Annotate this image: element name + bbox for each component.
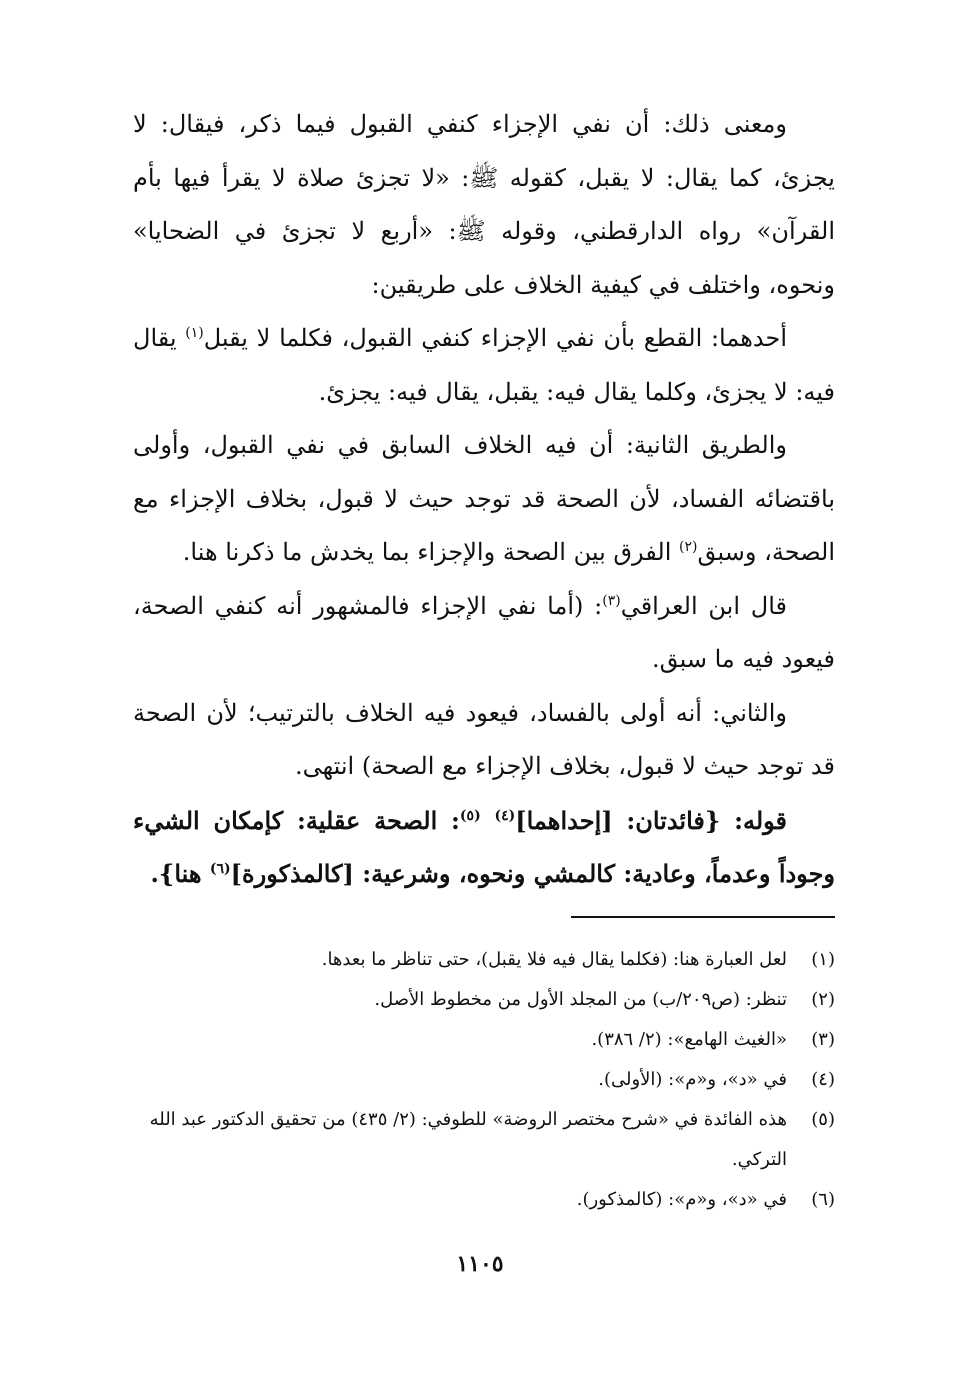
footnote-item: [133, 1180, 835, 1220]
paragraph-4-text-b: : (أما نفي الإجزاء فالمشهور أنه كنفي الصحة، فيعود فيه ما سبق.: [133, 591, 835, 673]
footnote-item: [133, 1100, 835, 1180]
main-text: [133, 98, 835, 901]
paragraph-4: [133, 580, 835, 687]
paragraph-6-quoted-text: [133, 794, 835, 901]
footnote-separator: [571, 916, 835, 918]
footnote-number: (٢): [811, 989, 835, 1010]
footnote-text: هذه الفائدة في «شرح مختصر الروضة» للطوفي: (٢/ ٤٣٥) من تحقيق الدكتور عبد الله التركي.: [149, 1109, 787, 1170]
footnotes: [133, 940, 835, 1220]
footnote-text: لعل العبارة هنا: (فكلما يقال فيه فلا يقبل)، حتى تناظر ما بعدها.: [321, 949, 787, 970]
footnote-text: في «د»، و«م»: (الأولى).: [598, 1069, 787, 1090]
paragraph-3: [133, 419, 835, 580]
paragraph-4-text-a: قال ابن العراقي: [620, 591, 788, 620]
footnote-ref-1[interactable]: (١): [185, 325, 204, 341]
paragraph-3-text-a: والطريق الثانية: أن فيه الخلاف السابق في نفي القبول، وأولى باقتضائه الفساد، لأن الصحة قد توجد حيث لا قبول، بخلاف الإجزاء مع الصحة، وسبق: [133, 431, 835, 566]
paragraph-1: ومعنى ذلك: أن نفي الإجزاء كنفي القبول فيما ذكر، فيقال: لا يجزئ، كما يقال: لا يقبل، كقوله ﷺ: «لا تجزئ صلاة لا يقرأ فيها بأم القرآن» رواه الدارقطني، وقوله ﷺ: «أربع لا تجزئ في الضحايا» ونحوه، واختلف في كيفية الخلاف على طريقين:: [133, 110, 835, 299]
footnote-text: في «د»، و«م»: (كالمذكور).: [576, 1189, 787, 1210]
footnote-item: [133, 940, 835, 980]
paragraph-2-text-b: يقال فيه: لا يجزئ، وكلما يقال فيه: يقبل، يقال فيه: يجزئ.: [133, 324, 835, 406]
footnote-item: [133, 1060, 835, 1100]
paragraph-3-text-b: الفرق بين الصحة والإجزاء بما يخدش ما ذكرنا هنا.: [182, 538, 680, 566]
paragraph-5: والثاني: أنه أولى بالفساد، فيعود فيه الخلاف بالترتيب؛ لأن الصحة قد توجد حيث لا قبول، بخلاف الإجزاء مع الصحة) انتهى.: [133, 698, 835, 780]
footnote-text: «الغيث الهامع»: (٢/ ٣٨٦).: [591, 1029, 787, 1050]
footnote-item: [133, 1020, 835, 1060]
footnote-number: (٣): [811, 1029, 835, 1050]
paragraph-6-text-c: هنا}.: [150, 859, 210, 888]
footnote-ref-6[interactable]: (٦): [209, 861, 231, 877]
footnote-number: (٤): [811, 1069, 835, 1090]
footnote-number: (١): [811, 949, 835, 970]
footnote-ref-3[interactable]: (٣): [602, 592, 621, 609]
footnote-number: (٥): [811, 1109, 835, 1130]
paragraph-6-text-a: قوله: {فائدتان: [إحداهما]: [515, 805, 788, 835]
footnote-ref-5[interactable]: (٥): [459, 807, 481, 824]
footnote-number: (٦): [811, 1189, 835, 1210]
footnote-ref-4[interactable]: (٤): [494, 807, 516, 824]
footnote-ref-2[interactable]: (٢): [679, 539, 698, 555]
footnote-text: تنظر: (ص٢٠٩/ب) من المجلد الأول من مخطوط الأصل.: [374, 989, 787, 1010]
paragraph-2: [133, 312, 835, 419]
paragraph-2-text-a: أحدهما: القطع بأن نفي الإجزاء كنفي القبول، فكلما لا يقبل: [203, 324, 787, 352]
footnote-item: [133, 980, 835, 1020]
paragraph-6-text-b: : الصحة عقلية: كإمكان الشيء وجوداً وعدماً، وعادية: كالمشي ونحوه، وشرعية: [كالمذكورة]: [133, 805, 835, 888]
page-number: ١١٠٥: [456, 1251, 504, 1277]
